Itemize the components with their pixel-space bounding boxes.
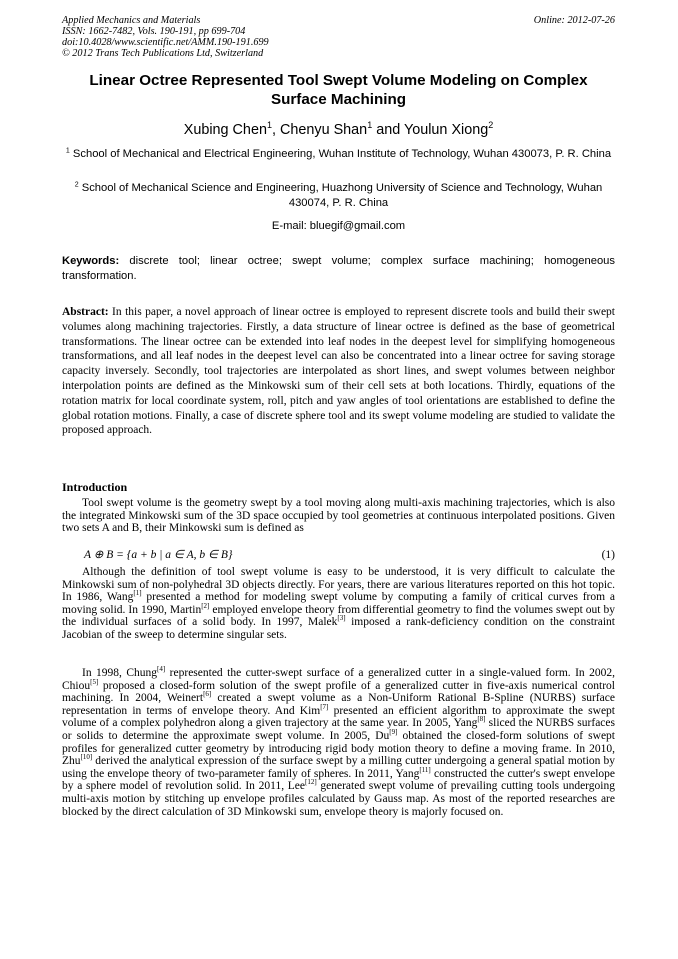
- author-name: Youlun Xiong: [403, 122, 489, 138]
- text-run: Although the definition of tool swept volume is easy to be understood, it is very difficult to calculate the Minkowski sum of non-polyhedral 3D objects directly. For years, there are various literatures reported on this hot topic. In 1986, Wang: [62, 566, 615, 604]
- text-run: presented an efficient algorithm to approximate the swept volume of a complex polyhedron along a given trajectory at the same year. In 2005, Yang: [62, 704, 615, 730]
- author-separator: and: [372, 122, 404, 138]
- citation-ref: [10]: [80, 753, 93, 762]
- equation-1: [84, 547, 615, 563]
- intro-paragraph-1: [62, 497, 615, 535]
- doi-line: doi:10.4028/www.scientific.net/AMM.190-191.699: [62, 37, 269, 48]
- text-run: obtained the closed-form solutions of swept profiles for generalized cutter geometry by introducing rigid body motion theory to define a moving frame. In 2010, Zhu: [62, 729, 615, 768]
- text-run: represented the cutter-swept surface of a generalized cutter in a single-valued form. In 2002, Chiou: [62, 667, 616, 692]
- citation-ref: [6]: [203, 690, 212, 699]
- citation-ref: [11]: [419, 765, 431, 774]
- affiliation-marker: 2: [74, 181, 79, 189]
- paragraph-text: [62, 667, 615, 818]
- abstract-label: Abstract:: [62, 306, 109, 318]
- journal-name: Applied Mechanics and Materials: [62, 15, 201, 26]
- paper-title: Linear Octree Represented Tool Swept Volume Modeling on Complex Surface Machining: [89, 72, 588, 108]
- paragraph-text: [62, 566, 615, 642]
- affiliation-marker: 1: [65, 147, 70, 155]
- text-run: constructed the cutter's swept envelope by a sphere model of revolution solid. In 2011, Lee: [62, 767, 615, 793]
- minkowski-sum-formula: A ⊕ B = {a + b | a ∈ A, b ∈ B}: [84, 549, 233, 561]
- citation-ref: [9]: [389, 728, 398, 737]
- keywords-text: discrete tool; linear octree; swept volume; complex surface machining; homogeneous transformation.: [62, 255, 615, 282]
- citation-ref: [2]: [201, 601, 210, 610]
- citation-ref: [7]: [320, 702, 329, 711]
- author-separator: ,: [271, 122, 280, 138]
- abstract-text: In this paper, a novel approach of linear octree is employed to represent discrete tools and build their swept volumes along machining trajectories. Firstly, a data structure of linear octree is defined as the base of geometrical transformations. The linear octree can be extended into leaf nodes in the deepest level for simplifying homogeneous transformations, and all leaf nodes in the deepest level can also be concentrated into a linear octree for saving storage capacity inversely. Secondly, tool trajectories are interpolated as short lines, and swept volumes between neighbor interpolation points are defined as the Minkowski sum of their cell sets at both locations. Thirdly, equations of the rotation matrix for local coordinate system, roll, pitch and yaw angles of tool orientations are established to define the global rotation motions. Finally, a case of discrete sphere tool and its swept volume modeling are studied to validate the proposed approach.: [62, 306, 615, 437]
- issn-line: ISSN: 1662-7482, Vols. 190-191, pp 699-704: [62, 26, 246, 37]
- text-run: imposed a rank-deficiency condition on the constraint Jacobian of the sweep to determine singular sets.: [62, 616, 615, 641]
- citation-ref: [4]: [157, 665, 166, 674]
- text-run: generated swept volume of prevailing cutting tools undergoing multi-axis motion by stitching up envelope profiles calculated by Gauss map. As most of the reported researches are blocked by the direct calculation of 3D Minkowski sum, envelope theory is majorly focused on.: [62, 780, 615, 818]
- affiliation-marker: 2: [488, 120, 494, 131]
- abstract-block: [62, 305, 615, 438]
- contact-email: E-mail: bluegif@gmail.com: [271, 220, 406, 232]
- affiliation-1: [62, 147, 615, 162]
- paragraph-text: Tool swept volume is the geometry swept by a tool moving along multi-axis machining trajectories, which is also the integrated Minkowski sum of the 3D space occupied by tool geometries at continuous interpolated positions. Given two sets A and B, their Minkowski sum is defined as: [62, 497, 615, 535]
- journal-metadata: [62, 15, 269, 59]
- text-run: In 1998, Chung: [82, 667, 158, 679]
- section-heading-introduction: Introduction: [62, 480, 128, 494]
- keywords-label: Keywords:: [62, 255, 120, 267]
- affiliation-marker: 1: [367, 120, 373, 131]
- online-date: Online: 2012-07-26: [533, 15, 615, 26]
- citation-ref: [12]: [305, 778, 317, 787]
- citation-ref: [1]: [133, 589, 142, 598]
- intro-paragraph-3: [62, 667, 615, 818]
- affiliation-text: School of Mechanical and Electrical Engineering, Wuhan Institute of Technology, Wuhan 430073, P. R. China: [72, 148, 612, 160]
- equation-number: (1): [601, 549, 615, 561]
- citation-ref: [8]: [477, 715, 486, 724]
- keywords-block: [62, 254, 615, 283]
- text-run: created a swept volume as a Non-Uniform Rational B-Spline (NURBS) surface representation in terms of envelope theory. And Kim: [62, 692, 615, 717]
- affiliation-2: [62, 181, 615, 211]
- text-run: proposed a closed-form solution of the swept profile of a generalized cutter in five-axis numerical control machining. In 2004, Weinert: [62, 679, 615, 705]
- author-name: Chenyu Shan: [279, 122, 368, 138]
- text-run: sliced the NURBS surfaces or solids to determine the approximate swept volume. In 2005, Du: [62, 717, 615, 742]
- author-list: [62, 121, 615, 139]
- text-run: presented a method for modeling swept volume by computing a family of critical curves from a moving solid. In 1990, Martin: [62, 591, 615, 616]
- affiliation-marker: 1: [266, 120, 272, 131]
- citation-ref: [5]: [90, 677, 99, 686]
- affiliation-text: School of Mechanical Science and Engineering, Huazhong University of Science and Technology, Wuhan 430074, P. R. China: [81, 182, 603, 209]
- copyright-line: © 2012 Trans Tech Publications Ltd, Switzerland: [62, 48, 264, 59]
- intro-paragraph-2: [62, 566, 615, 642]
- text-run: derived the analytical expression of the surface swept by a milling cutter undergoing a general spatial motion by using the envelope theory of two-parameter family of spheres. In 2011, Yang: [62, 755, 615, 780]
- text-run: employed envelope theory from differential geometry to find the volumes swept out by the individual surfaces of a solid body. In 1997, Malek: [62, 603, 615, 629]
- author-name: Xubing Chen: [183, 122, 267, 138]
- citation-ref: [3]: [337, 614, 346, 623]
